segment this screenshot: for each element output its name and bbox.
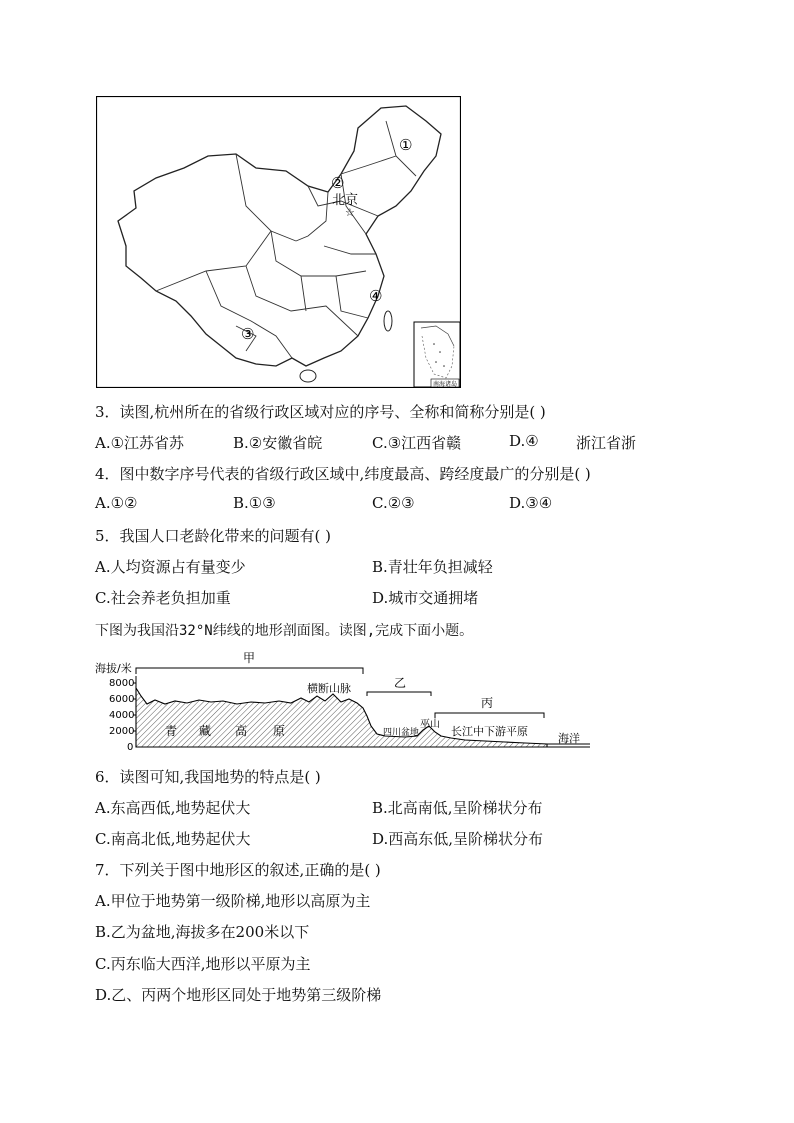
- q7-option-d: D.乙、丙两个地形区同处于地势第三级阶梯: [95, 986, 382, 1004]
- feature-yangtze-plain: 长江中下游平原: [451, 725, 528, 738]
- q5-option-d: D.城市交通拥堵: [372, 589, 479, 607]
- feature-qing: 青: [165, 724, 178, 738]
- bracket-jia: [136, 668, 363, 674]
- feature-ocean: 海洋: [558, 732, 580, 745]
- feature-wushan: 巫山: [420, 719, 440, 730]
- profile-ylabel: 海拔/米: [95, 662, 132, 675]
- q3-option-a: A.①江苏省苏: [95, 434, 185, 452]
- q3-option-d-text: 浙江省浙: [576, 434, 637, 452]
- china-map-figure: [96, 96, 461, 388]
- feature-hengduan: 横断山脉: [307, 682, 351, 695]
- beijing-star-icon: ☆: [345, 206, 355, 219]
- marker-1: ①: [399, 136, 413, 154]
- south-china-sea-inset: [414, 322, 460, 388]
- feature-yuan: 原: [273, 724, 286, 738]
- q5-option-c: C.社会养老负担加重: [95, 589, 231, 607]
- q3-option-c: C.③江西省赣: [372, 434, 462, 452]
- q6-stem: 6．读图可知,我国地势的特点是( ): [95, 768, 321, 786]
- feature-gao: 高: [235, 724, 248, 738]
- feature-zang: 藏: [199, 724, 212, 738]
- q6-option-d: D.西高东低,呈阶梯状分布: [372, 830, 544, 848]
- marker-3: ③: [241, 325, 255, 343]
- region-label-bing: 丙: [481, 696, 494, 710]
- q7-stem: 7．下列关于图中地形区的叙述,正确的是( ): [95, 861, 381, 879]
- q4-option-c: C.②③: [372, 494, 415, 512]
- q6-option-c: C.南高北低,地势起伏大: [95, 830, 251, 848]
- q4-option-b: B.①③: [233, 494, 276, 512]
- q3-option-d: D.④: [509, 432, 539, 450]
- q3-option-b: B.②安徽省皖: [233, 434, 323, 452]
- marker-2: ②: [331, 174, 345, 192]
- ytick-6000: 6000: [109, 694, 135, 705]
- ytick-4000: 4000: [109, 710, 135, 721]
- terrain-profile-figure: [95, 646, 590, 754]
- inset-label: 南海诸岛: [433, 381, 458, 388]
- beijing-label: 北京: [332, 193, 359, 208]
- q7-option-a: A.甲位于地势第一级阶梯,地形以高原为主: [95, 892, 371, 910]
- q5-option-a: A.人均资源占有量变少: [95, 558, 246, 576]
- q6-option-b: B.北高南低,呈阶梯状分布: [372, 799, 543, 817]
- ytick-2000: 2000: [109, 726, 135, 737]
- region-label-jia: 甲: [243, 651, 256, 665]
- q6-option-a: A.东高西低,地势起伏大: [95, 799, 251, 817]
- q7-option-c: C.丙东临大西洋,地形以平原为主: [95, 955, 311, 973]
- terrain-profile-svg: [95, 646, 590, 754]
- q5-option-b: B.青壮年负担减轻: [372, 558, 493, 576]
- bracket-bing: [435, 713, 544, 718]
- q4-option-d: D.③④: [509, 494, 553, 512]
- q4-stem: 4．图中数字序号代表的省级行政区域中,纬度最高、跨经度最广的分别是( ): [95, 465, 591, 483]
- feature-sichuan-basin: 四川盆地: [383, 728, 420, 738]
- ytick-0: 0: [127, 742, 134, 753]
- q4-option-a: A.①②: [95, 494, 138, 512]
- q7-option-b: B.乙为盆地,海拔多在200米以下: [95, 923, 310, 941]
- q5-stem: 5．我国人口老龄化带来的问题有( ): [95, 527, 332, 545]
- q3-stem: 3．读图,杭州所在的省级行政区域对应的序号、全称和简称分别是( ): [95, 403, 546, 421]
- marker-4: ④: [369, 287, 383, 305]
- region-label-yi: 乙: [394, 676, 407, 690]
- china-map-svg: [96, 96, 461, 388]
- section-intro: 下图为我国沿32°N纬线的地形剖面图。读图,完成下面小题。: [95, 623, 474, 639]
- bracket-yi: [367, 692, 431, 696]
- ytick-8000: 8000: [109, 678, 135, 689]
